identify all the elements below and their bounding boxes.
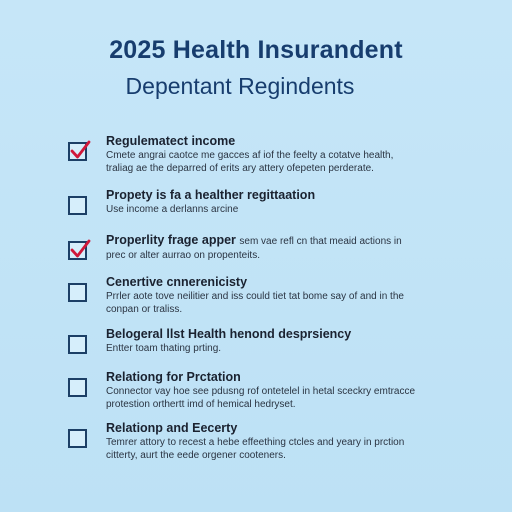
item-title-text-4: Belogeral llst Health henond desprsiency	[106, 327, 352, 341]
item-desc-4-line-0: Entter toam thating prting.	[106, 343, 222, 354]
checkbox-5[interactable]	[68, 378, 87, 397]
item-text-6	[106, 421, 446, 462]
item-text-2	[106, 233, 446, 262]
checklist-item-1	[68, 188, 448, 228]
check-mark-icon	[69, 139, 91, 161]
item-title-text-3: Cenertive cnnerenicisty	[106, 275, 248, 289]
checklist-item-6	[68, 421, 448, 461]
checkbox-3[interactable]	[68, 283, 87, 302]
page-title: 2025 Health Insurandent	[109, 36, 403, 64]
item-title-text-5: Relationg for Prctation	[106, 370, 241, 384]
item-desc-0-line-1: traliag ae the deparred of erits ary attery ofepeten perderate.	[106, 163, 374, 174]
item-desc-6-line-1: citterty, aurt the eede orgener cooteners.	[106, 450, 286, 461]
item-text-3	[106, 275, 446, 316]
item-desc-5-line-1: protestion orthertt imd of hemical hedryset.	[106, 399, 296, 410]
checklist-item-5	[68, 370, 448, 410]
item-desc-0-line-0: Cmete angrai caotce me gacces af iof the feelty a cotatve health,	[106, 150, 394, 161]
item-title-3	[106, 275, 446, 290]
item-title-text-6: Relationp and Eecerty	[106, 421, 238, 435]
item-title-1	[106, 188, 446, 203]
item-title-4	[106, 327, 446, 342]
item-text-1	[106, 188, 446, 216]
item-title-5	[106, 370, 446, 385]
item-title-2	[106, 233, 446, 249]
checklist-item-2	[68, 233, 448, 273]
checklist-item-3	[68, 275, 448, 315]
item-text-0	[106, 134, 446, 175]
checkbox-4[interactable]	[68, 335, 87, 354]
item-desc-2-line-0: prec or alter aurrao on propenteits.	[106, 250, 260, 261]
item-inline-desc-2: sem vae refl cn that meaid actions in	[239, 236, 402, 247]
check-mark-icon	[69, 238, 91, 260]
item-title-text-1: Propety is fa a healther regittaation	[106, 188, 316, 202]
item-title-6	[106, 421, 446, 436]
item-title-text-2: Properlity frage apper	[106, 233, 236, 247]
item-title-0	[106, 134, 446, 149]
item-desc-5-line-0: Connector vay hoe see pdusng rof ontetelel in hetal sceckry emtracce	[106, 386, 416, 397]
checklist-item-0	[68, 134, 448, 174]
page-subtitle: Depentant Regindents	[125, 73, 355, 99]
checkbox-1[interactable]	[68, 196, 87, 215]
item-desc-6-line-0: Temrer attory to recest a hebe effeething ctcles and yeary in prction	[106, 437, 405, 448]
checkbox-6[interactable]	[68, 429, 87, 448]
item-desc-1-line-0: Use income a derlanns arcine	[106, 204, 239, 215]
item-desc-3-line-0: Prrler aote tove neilitier and iss could tiet tat bome say of and in the	[106, 291, 404, 302]
item-text-5	[106, 370, 446, 411]
checkbox-0[interactable]	[68, 142, 87, 161]
checklist-item-4	[68, 327, 448, 367]
item-title-text-0: Regulematect income	[106, 134, 236, 148]
item-desc-3-line-1: conpan or traliss.	[106, 304, 183, 315]
checkbox-2[interactable]	[68, 241, 87, 260]
item-text-4	[106, 327, 446, 355]
